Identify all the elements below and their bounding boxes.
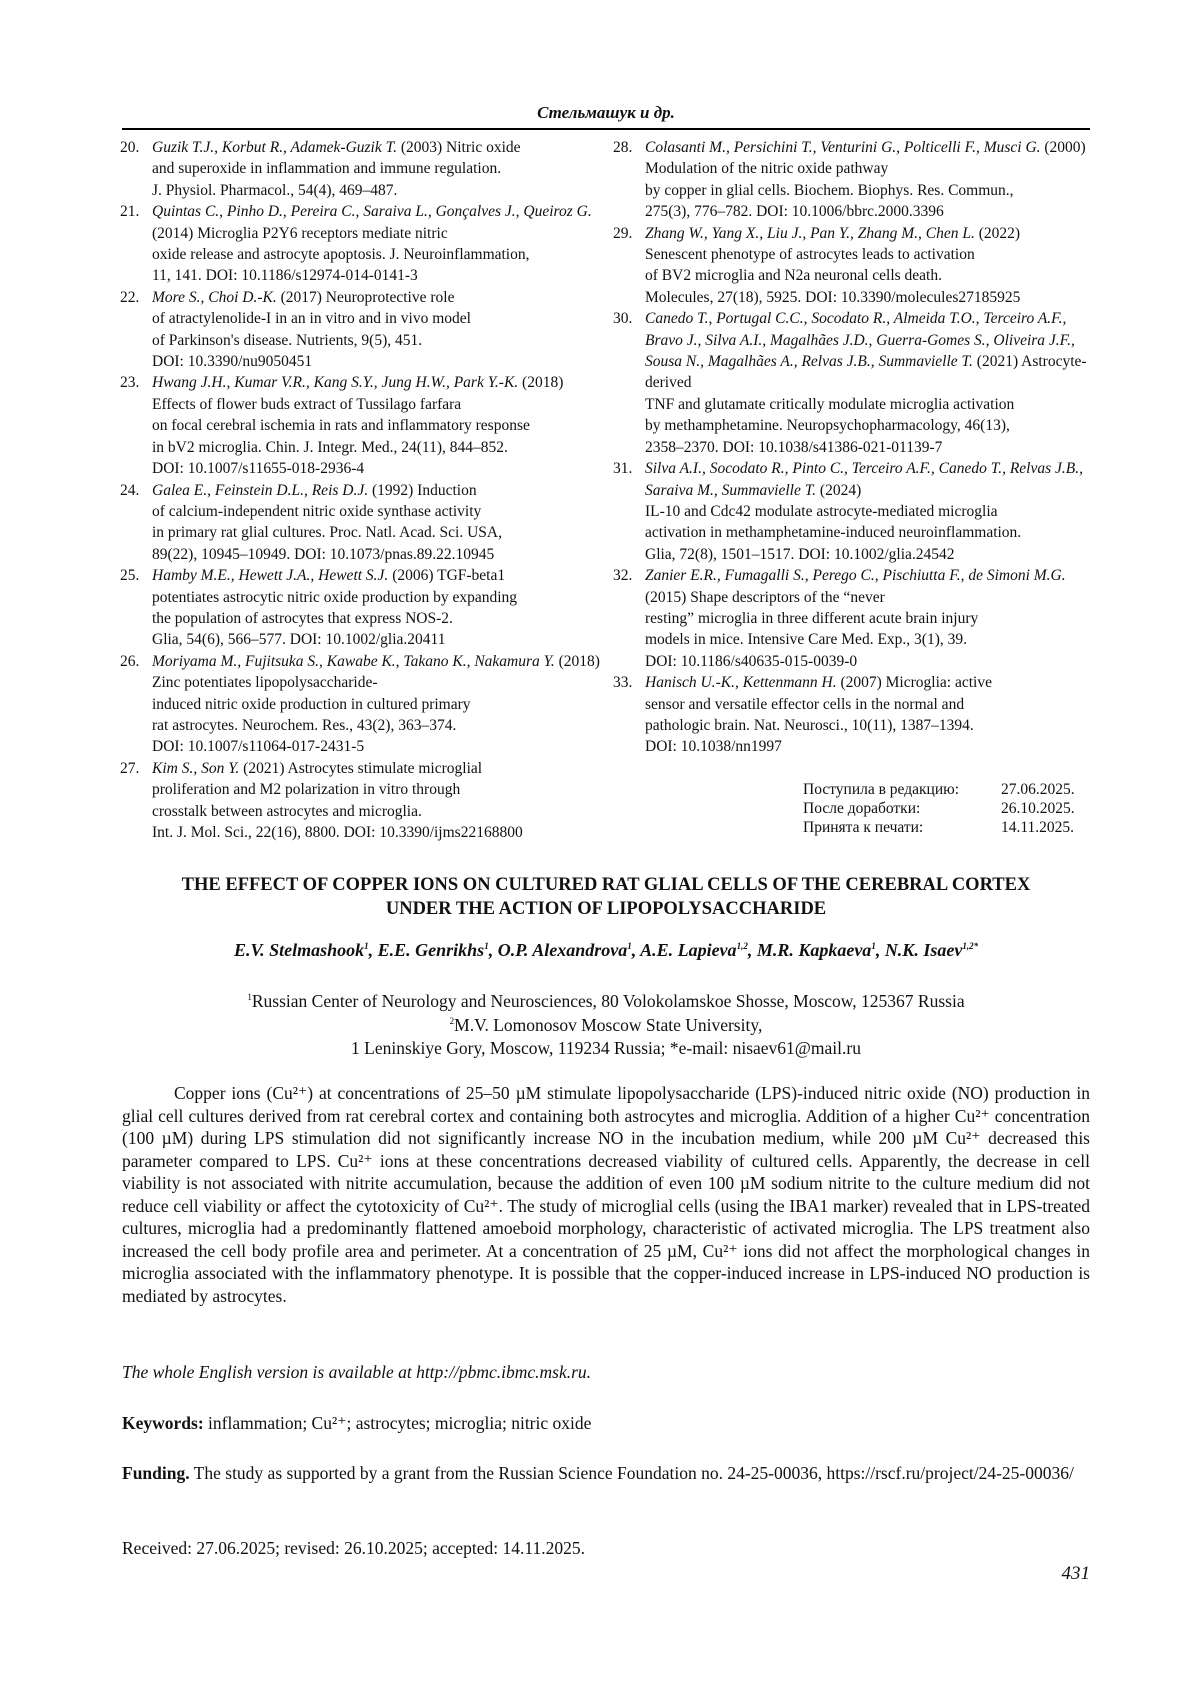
- reference-text-line: (2015) Shape descriptors of the “never: [645, 588, 885, 606]
- reference-number: 29.: [613, 224, 633, 242]
- reference-text-line: of calcium-independent nitric oxide synthase activity: [152, 502, 482, 520]
- reference-text-line: DOI: 10.1186/s40635-015-0039-0: [645, 652, 858, 670]
- reference-text-line: (2007) Microglia: active: [840, 674, 992, 692]
- reference-text-line: on focal cerebral ischemia in rats and inflammatory response: [152, 417, 530, 435]
- reference-text-line: resting” microglia in three different acute brain injury: [645, 609, 979, 627]
- date-row: [803, 818, 1075, 837]
- reference-text-line: (2017) Neuroprotective role: [280, 288, 455, 306]
- reference-text-line: Int. J. Mol. Sci., 22(16), 8800. DOI: 10.3390/ijms22168800: [152, 824, 523, 841]
- author-list: E.V. Stelmashook$^1$, E.E. Genrikhs$^1$, O.P. Alexandrova$^1$, A.E. Lapieva$^{1,2}$, M.R. Kapkaeva$^1$, N.K. Isaev$^{1,2*}$: [233, 940, 979, 960]
- reference-number: 33.: [613, 674, 633, 692]
- reference-text-line: Glia, 54(6), 566–577. DOI: 10.1002/glia.20411: [152, 631, 446, 649]
- reference-number: 27.: [120, 759, 140, 777]
- affiliations: [122, 990, 1090, 1061]
- author-name: A.E. Lapieva: [640, 940, 737, 960]
- reference-number: 32.: [613, 567, 633, 585]
- reference-number: 30.: [613, 310, 633, 328]
- reference-item: [120, 372, 608, 479]
- reference-text-line: J. Physiol. Pharmacol., 54(4), 469–487.: [152, 181, 398, 199]
- reference-text-line: in bV2 microglia. Chin. J. Integr. Med., 24(11), 844–852.: [152, 438, 508, 456]
- reference-text-line: (2006) TGF-beta1: [392, 567, 506, 585]
- date-value: 14.11.2025.: [1001, 819, 1075, 836]
- date-row: [803, 780, 1075, 799]
- affiliation-2: $^2$M.V. Lomonosov Moscow State University,: [449, 1014, 763, 1035]
- reference-item: [120, 758, 608, 844]
- author-name: O.P. Alexandrova: [497, 940, 628, 960]
- submission-dates-ru: [803, 780, 1075, 837]
- reference-text-line: (2024): [819, 481, 862, 499]
- reference-text-line: rat astrocytes. Neurochem. Res., 43(2), 363–374.: [152, 716, 457, 734]
- date-label: После доработки:: [803, 800, 921, 817]
- reference-item: [120, 287, 608, 373]
- reference-authors: Hamby M.E., Hewett J.A., Hewett S.J.: [152, 567, 389, 585]
- reference-text-line: (2000) Modulation of the nitric oxide pathway: [645, 139, 1086, 178]
- reference-text-line: activation in methamphetamine-induced neuroinflammation.: [645, 524, 1022, 542]
- reference-text-line: Glia, 72(8), 1501–1517. DOI: 10.1002/glia.24542: [645, 545, 955, 563]
- header-rule: [122, 128, 1090, 130]
- article-title-line: THE EFFECT OF COPPER IONS ON CULTURED RAT GLIAL CELLS OF THE CEREBRAL CORTEX: [181, 875, 1031, 895]
- reference-text-line: by methamphetamine. Neuropsychopharmacology, 46(13),: [645, 417, 1010, 435]
- reference-authors: Silva A.I., Socodato R., Pinto C., Terceiro A.F., Canedo T., Relvas J.B., Saraiva M., Summavielle T.: [645, 460, 1083, 499]
- reference-text-line: 275(3), 776–782. DOI: 10.1006/bbrc.2000.3396: [645, 203, 944, 221]
- reference-item: [613, 672, 1093, 758]
- reference-text-line: (2021) Astrocytes stimulate microglial: [243, 759, 483, 777]
- affiliation-2-address: 1 Leninskiye Gory, Moscow, 119234 Russia; *e-mail: nisaev61@mail.ru: [351, 1038, 861, 1058]
- reference-authors: Guzik T.J., Korbut R., Adamek-Guzik T.: [152, 139, 397, 156]
- reference-number: 26.: [120, 652, 140, 670]
- date-value: 26.10.2025.: [1001, 800, 1075, 817]
- reference-text-line: proliferation and M2 polarization in vitro through: [152, 781, 461, 799]
- reference-number: 24.: [120, 481, 140, 499]
- reference-text-line: of atractylenolide-I in an in vitro and in vivo model: [152, 310, 471, 328]
- page-number: 431: [1061, 1563, 1090, 1584]
- reference-item: [120, 480, 608, 566]
- reference-text-line: (2003) Nitric oxide: [400, 139, 521, 156]
- date-label: Принята к печати:: [803, 819, 924, 836]
- references-left-column: [120, 137, 608, 843]
- reference-number: 22.: [120, 288, 140, 306]
- reference-text-line: TNF and glutamate critically modulate microglia activation: [645, 395, 1015, 413]
- reference-authors: Quintas C., Pinho D., Pereira C., Saraiva L., Gonçalves J., Queiroz G.: [152, 203, 592, 221]
- author-affiliation-mark: 1: [484, 941, 489, 951]
- reference-item: [120, 565, 608, 651]
- reference-text-line: (2021) Astrocyte-derived: [645, 353, 1087, 392]
- reference-item: [613, 565, 1093, 672]
- reference-authors: Kim S., Son Y.: [152, 759, 240, 777]
- author-affiliation-mark: 1,2*: [962, 941, 979, 951]
- reference-authors: Hanisch U.-K., Kettenmann H.: [645, 674, 837, 692]
- reference-text-line: crosstalk between astrocytes and microglia.: [152, 802, 422, 820]
- date-value: 27.06.2025.: [1001, 781, 1075, 798]
- reference-authors: More S., Choi D.-K.: [152, 288, 277, 306]
- author-name: M.R. Kapkaeva: [756, 940, 872, 960]
- reference-text-line: of Parkinson's disease. Nutrients, 9(5), 451.: [152, 331, 423, 349]
- reference-text-line: and superoxide in inflammation and immune regulation.: [152, 160, 502, 178]
- funding-text: The study as supported by a grant from the Russian Science Foundation no. 24-25-00036, https://rscf.ru/project/24-25-00036/: [193, 1463, 1074, 1483]
- reference-number: 28.: [613, 139, 633, 156]
- reference-item: [613, 308, 1093, 458]
- received-dates: Received: 27.06.2025; revised: 26.10.2025; accepted: 14.11.2025.: [122, 1538, 585, 1558]
- date-row: [803, 799, 1075, 818]
- reference-text-line: (1992) Induction: [371, 481, 477, 499]
- reference-authors: Colasanti M., Persichini T., Venturini G., Polticelli F., Musci G.: [645, 139, 1041, 156]
- reference-item: [120, 137, 608, 201]
- reference-text-line: 89(22), 10945–10949. DOI: 10.1073/pnas.89.22.10945: [152, 545, 495, 563]
- reference-item: [120, 201, 608, 287]
- reference-text-line: models in mice. Intensive Care Med. Exp., 3(1), 39.: [645, 631, 967, 649]
- keywords-text: inflammation; Cu²⁺; astrocytes; microglia; nitric oxide: [208, 1413, 592, 1433]
- reference-authors: Zanier E.R., Fumagalli S., Perego C., Pischiutta F., de Simoni M.G.: [645, 567, 1066, 585]
- running-title: Стельмашук и др.: [537, 103, 675, 122]
- reference-authors: Hwang J.H., Kumar V.R., Kang S.Y., Jung H.W., Park Y.-K.: [152, 374, 519, 392]
- reference-text-line: 11, 141. DOI: 10.1186/s12974-014-0141-3: [152, 267, 418, 285]
- reference-text-line: DOI: 10.1007/s11064-017-2431-5: [152, 738, 365, 756]
- reference-text-line: in primary rat glial cultures. Proc. Natl. Acad. Sci. USA,: [152, 524, 502, 542]
- reference-number: 20.: [120, 139, 140, 156]
- reference-text-line: potentiates astrocytic nitric oxide production by expanding: [152, 588, 518, 606]
- reference-authors: Galea E., Feinstein D.L., Reis D.J.: [152, 481, 369, 499]
- affiliation-1: $^1$Russian Center of Neurology and Neurosciences, 80 Volokolamskoe Shosse, Moscow, 125367 Russia: [247, 991, 965, 1011]
- reference-text-line: sensor and versatile effector cells in the normal and: [645, 695, 965, 713]
- author-affiliation-mark: 1,2: [736, 941, 748, 951]
- abstract: Copper ions (Cu²⁺) at concentrations of 25–50 µM stimulate lipopolysaccharide (LPS)-induced nitric oxide (NO) production in glial cell cultures derived from rat cerebral cortex and containing both astrocytes and microglia. Addition of a higher Cu²⁺ concentration (100 µM) during LPS stimulation did not significantly increase NO in the incubation medium, while 200 µM Cu²⁺ decreased this parameter compared to LPS. Cu²⁺ ions at these concentrations decreased viability of cultured cells. Apparently, the decrease in cell viability is not associated with nitrite accumulation, because the addition of even 100 µM sodium nitrite to the culture medium did not reduce cell viability or affect the cytotoxicity of Cu²⁺. The study of microglial cells (using the IBA1 marker) revealed that in LPS-treated cultures, microglia had a predominantly flattened amoeboid morphology, characteristic of activated microglia. The LPS treatment also increased the cell body profile area and perimeter. At a concentration of 25 µM, Cu²⁺ ions did not affect the morphological changes in microglia associated with the inflammatory phenotype. It is possible that the copper-induced increase in LPS-induced NO production is mediated by astrocytes.: [122, 1083, 1090, 1306]
- reference-text-line: IL-10 and Cdc42 modulate astrocyte-mediated microglia: [645, 502, 998, 520]
- reference-text-line: oxide release and astrocyte apoptosis. J. Neuroinflammation,: [152, 246, 530, 264]
- reference-text-line: (2022): [978, 224, 1021, 242]
- reference-item: [120, 651, 608, 758]
- reference-text-line: by copper in glial cells. Biochem. Biophys. Res. Commun.,: [645, 181, 1014, 199]
- reference-authors: Moriyama M., Fujitsuka S., Kawabe K., Takano K., Nakamura Y.: [152, 652, 555, 670]
- reference-number: 31.: [613, 460, 633, 478]
- author-affiliation-mark: 1: [627, 941, 632, 951]
- funding: [122, 1462, 1090, 1486]
- reference-item: [613, 137, 1093, 223]
- article-title-line: UNDER THE ACTION OF LIPOPOLYSACCHARIDE: [385, 899, 827, 919]
- reference-text-line: Molecules, 27(18), 5925. DOI: 10.3390/molecules27185925: [645, 288, 1021, 306]
- date-label: Поступила в редакцию:: [803, 781, 959, 798]
- reference-text-line: pathologic brain. Nat. Neurosci., 10(11), 1387–1394.: [645, 716, 974, 734]
- english-version-note: The whole English version is available at http://pbmc.ibmc.msk.ru.: [122, 1362, 592, 1382]
- funding-label: Funding.: [122, 1463, 190, 1483]
- reference-item: [613, 223, 1093, 309]
- reference-text-line: induced nitric oxide production in cultured primary: [152, 695, 471, 713]
- reference-text-line: (2014) Microglia P2Y6 receptors mediate nitric: [152, 224, 448, 242]
- reference-text-line: 2358–2370. DOI: 10.1038/s41386-021-01139-7: [645, 438, 943, 456]
- author-affiliation-mark: 1: [871, 941, 876, 951]
- references-right-column: [613, 137, 1093, 758]
- reference-text-line: (2018) Zinc potentiates lipopolysaccharide-: [152, 652, 600, 692]
- author-name: N.K. Isaev: [884, 940, 963, 960]
- author-name: E.E. Genrikhs: [377, 940, 485, 960]
- author-name: E.V. Stelmashook: [233, 940, 365, 960]
- reference-text-line: (2018) Effects of flower buds extract of Tussilago farfara: [152, 374, 564, 413]
- reference-number: 25.: [120, 567, 140, 585]
- reference-item: [613, 458, 1093, 565]
- reference-authors: Zhang W., Yang X., Liu J., Pan Y., Zhang M., Chen L.: [645, 224, 975, 242]
- reference-text-line: Senescent phenotype of astrocytes leads to activation: [645, 246, 975, 264]
- reference-text-line: DOI: 10.1007/s11655-018-2936-4: [152, 460, 365, 478]
- reference-text-line: the population of astrocytes that express NOS-2.: [152, 609, 453, 627]
- author-affiliation-mark: 1: [364, 941, 369, 951]
- reference-number: 23.: [120, 374, 140, 392]
- reference-authors: Canedo T., Portugal C.C., Socodato R., Almeida T.O., Terceiro A.F., Bravo J., Silva A.I., Magalhães J.D., Guerra-Gomes S., Oliveira J.F., Sousa N., Magalhães A., Relvas J.B., Summavielle T.: [645, 310, 1075, 371]
- reference-number: 21.: [120, 203, 140, 221]
- article-title: [122, 873, 1090, 921]
- keywords: [122, 1413, 591, 1434]
- reference-text-line: DOI: 10.3390/nu9050451: [152, 353, 313, 371]
- keywords-label: Keywords:: [122, 1413, 204, 1433]
- reference-text-line: DOI: 10.1038/nn1997: [645, 738, 782, 756]
- reference-text-line: of BV2 microglia and N2a neuronal cells death.: [645, 267, 942, 285]
